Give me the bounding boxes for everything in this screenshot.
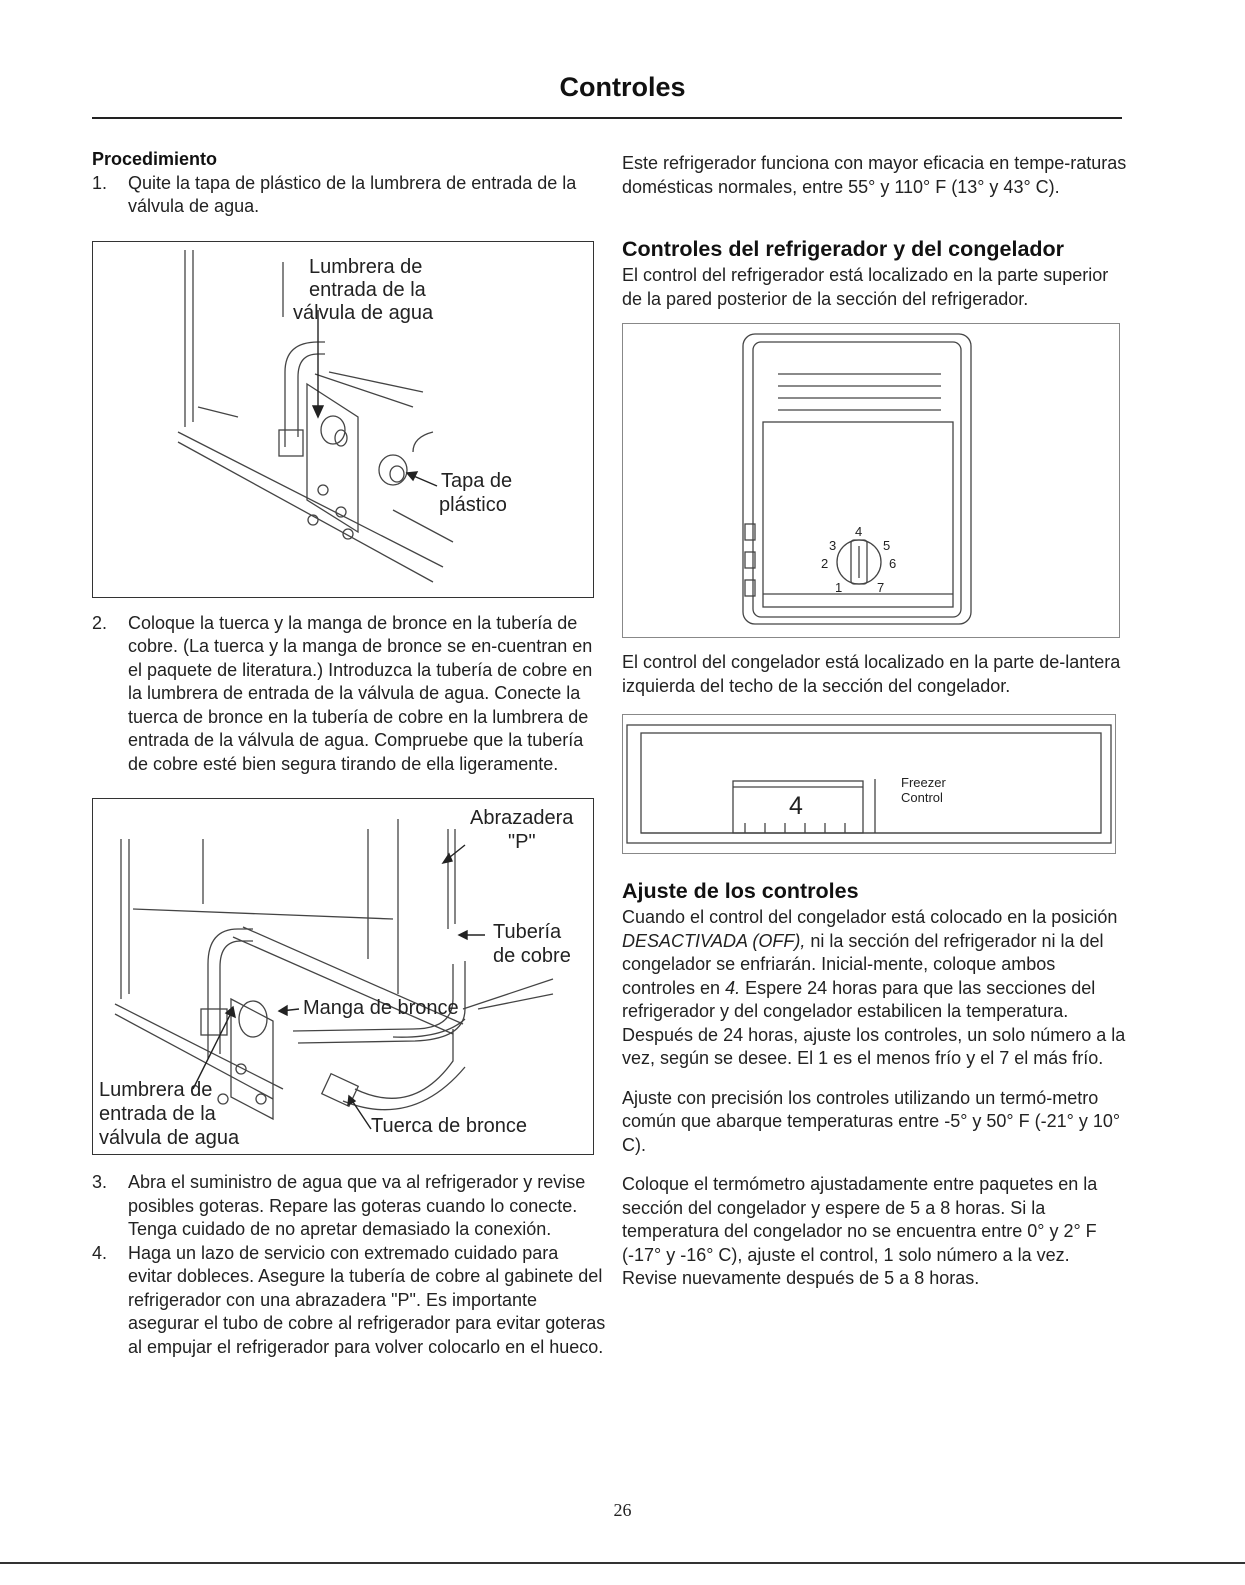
cap-label-2: plástico [439, 493, 507, 516]
port-label-2: entrada de la [99, 1103, 216, 1125]
sleeve-label: Manga de bronce [303, 997, 459, 1019]
steps-list-c [92, 1171, 607, 1359]
header-rule [92, 117, 1122, 119]
adjust-emphasis-4: 4. [725, 977, 741, 998]
step-number: 3. [92, 1172, 108, 1192]
step-text: Haga un lazo de servicio con extremado cuidado para evitar dobleces. Asegure la tubería de cobre al gabinete del refrigerador con una abrazadera "P". Es importante asegurar el tubo de cobre al refrigerador para evitar goteras al empujar el refrigerador para volver colocarlo en el hueco. [128, 1242, 606, 1357]
steps-list-a [92, 172, 607, 219]
step-text: Abra el suministro de agua que va al refrigerador y revise posibles goteras. Repare las goteras cuando lo conecte. Tenga cuidado de no apretar demasiado la conexión. [128, 1172, 586, 1239]
step-text: Quite la tapa de plástico de la lumbrera de entrada de la válvula de agua. [128, 172, 577, 216]
adjust-paragraph-1 [622, 906, 1127, 1071]
port-label-3: válvula de agua [99, 1127, 240, 1149]
step-1 [92, 172, 607, 219]
dial-number-4: 4 [855, 524, 863, 539]
dial-number-2: 2 [821, 556, 829, 571]
controls-heading: Controles del refrigerador y del congelador [622, 237, 1065, 261]
dial-number-6: 6 [889, 556, 897, 571]
steps-list-b [92, 612, 607, 777]
fridge-control-paragraph: El control del refrigerador está localizado en la parte superior de la pared posterior de la sección del refrigerador. [622, 265, 1109, 309]
port-label-2: entrada de la [309, 278, 426, 301]
freezer-control-figure [622, 714, 1116, 854]
adjust-emphasis-off: DESACTIVADA (OFF), [622, 930, 806, 951]
freezer-dial-value: 4 [789, 792, 803, 820]
adjust-paragraph-3: Coloque el termómetro ajustadamente entre paquetes en la sección del congelador y espere de 5 a 8 horas. Si la temperatura del congelador no se encuentra entre 0° y 2° F (-17° y -16° C), ajuste el control, 1 solo número a la vez. Revise nuevamente después de 5 a 8 horas. [622, 1174, 1098, 1288]
step-number: 4. [92, 1242, 108, 1263]
water-valve-cap-figure [92, 241, 594, 598]
step-text: Coloque la tuerca y la manga de bronce en la tubería de cobre. (La tuerca y la manga de bronce se en-cuentran en el paquete de literatura.) Introduzca la tubería de cobre en la lumbrera de entrada de la válvula de agua. Conecte la tuerca de bronce en la tubería de cobre en la lumbrera de entrada de la válvula de agua. Compruebe que la tubería de cobre esté bien segura tirando de ella ligeramente. [128, 612, 593, 774]
adjust-text-c: Espere 24 horas para que las secciones del refrigerador y del congelador estabilicen la temperatura. Después de 24 horas, ajuste los controles, un solo número a la vez, según se desee. El 1 es el menos frío y el 7 el más frío. [622, 977, 1126, 1068]
tube-label-2: de cobre [493, 945, 571, 967]
page-title: Controles [559, 72, 686, 102]
page-number: 26 [613, 1500, 632, 1520]
freezer-label-2: Control [901, 790, 943, 805]
copper-tubing-figure [92, 798, 594, 1155]
left-column [92, 148, 607, 1359]
freezer-control-paragraph: El control del congelador está localizado en la parte de-lantera izquierda del techo de la sección del congelador. [622, 652, 1121, 696]
step-number: 1. [92, 172, 108, 193]
step-3 [92, 1171, 607, 1242]
bottom-rule [0, 1562, 1245, 1564]
port-label-1: Lumbrera de [309, 255, 423, 278]
adjust-text-b: ni la sección del refrigerador ni la del congelador se enfriarán. Inicial-mente, coloque ambos controles en [622, 930, 1104, 998]
freezer-control-illustration [623, 715, 1115, 853]
step-2 [92, 612, 607, 777]
right-column [622, 152, 1127, 1291]
step-4 [92, 1242, 607, 1360]
cap-label-1: Tapa de [441, 469, 513, 492]
clamp-label-1: Abrazadera [470, 807, 574, 829]
adjust-text-a: Cuando el control del congelador está colocado en la posición [622, 907, 1118, 927]
fridge-control-figure [622, 323, 1120, 638]
dial-number-3: 3 [829, 538, 837, 553]
nut-label: Tuerca de bronce [371, 1115, 528, 1137]
fridge-control-illustration [623, 324, 1119, 637]
tube-label-1: Tubería [493, 921, 562, 943]
adjust-paragraph-2: Ajuste con precisión los controles utilizando un termó-metro común que abarque temperaturas entre -5° y 50° F (-21° y 10° C). [622, 1087, 1121, 1155]
procedure-heading: Procedimiento [92, 149, 218, 169]
port-label-3: válvula de agua [293, 301, 434, 324]
clamp-label-2: "P" [508, 831, 536, 853]
intro-paragraph: Este refrigerador funciona con mayor eficacia en tempe-raturas domésticas normales, entre 55° y 110° F (13° y 43° C). [622, 153, 1127, 197]
dial-number-5: 5 [883, 538, 891, 553]
freezer-label-1: Freezer [901, 775, 946, 790]
dial-number-1: 1 [835, 580, 843, 595]
step-number: 2. [92, 612, 108, 633]
port-label-1: Lumbrera de [99, 1079, 213, 1101]
dial-number-7: 7 [877, 580, 885, 595]
adjust-heading: Ajuste de los controles [622, 879, 859, 903]
